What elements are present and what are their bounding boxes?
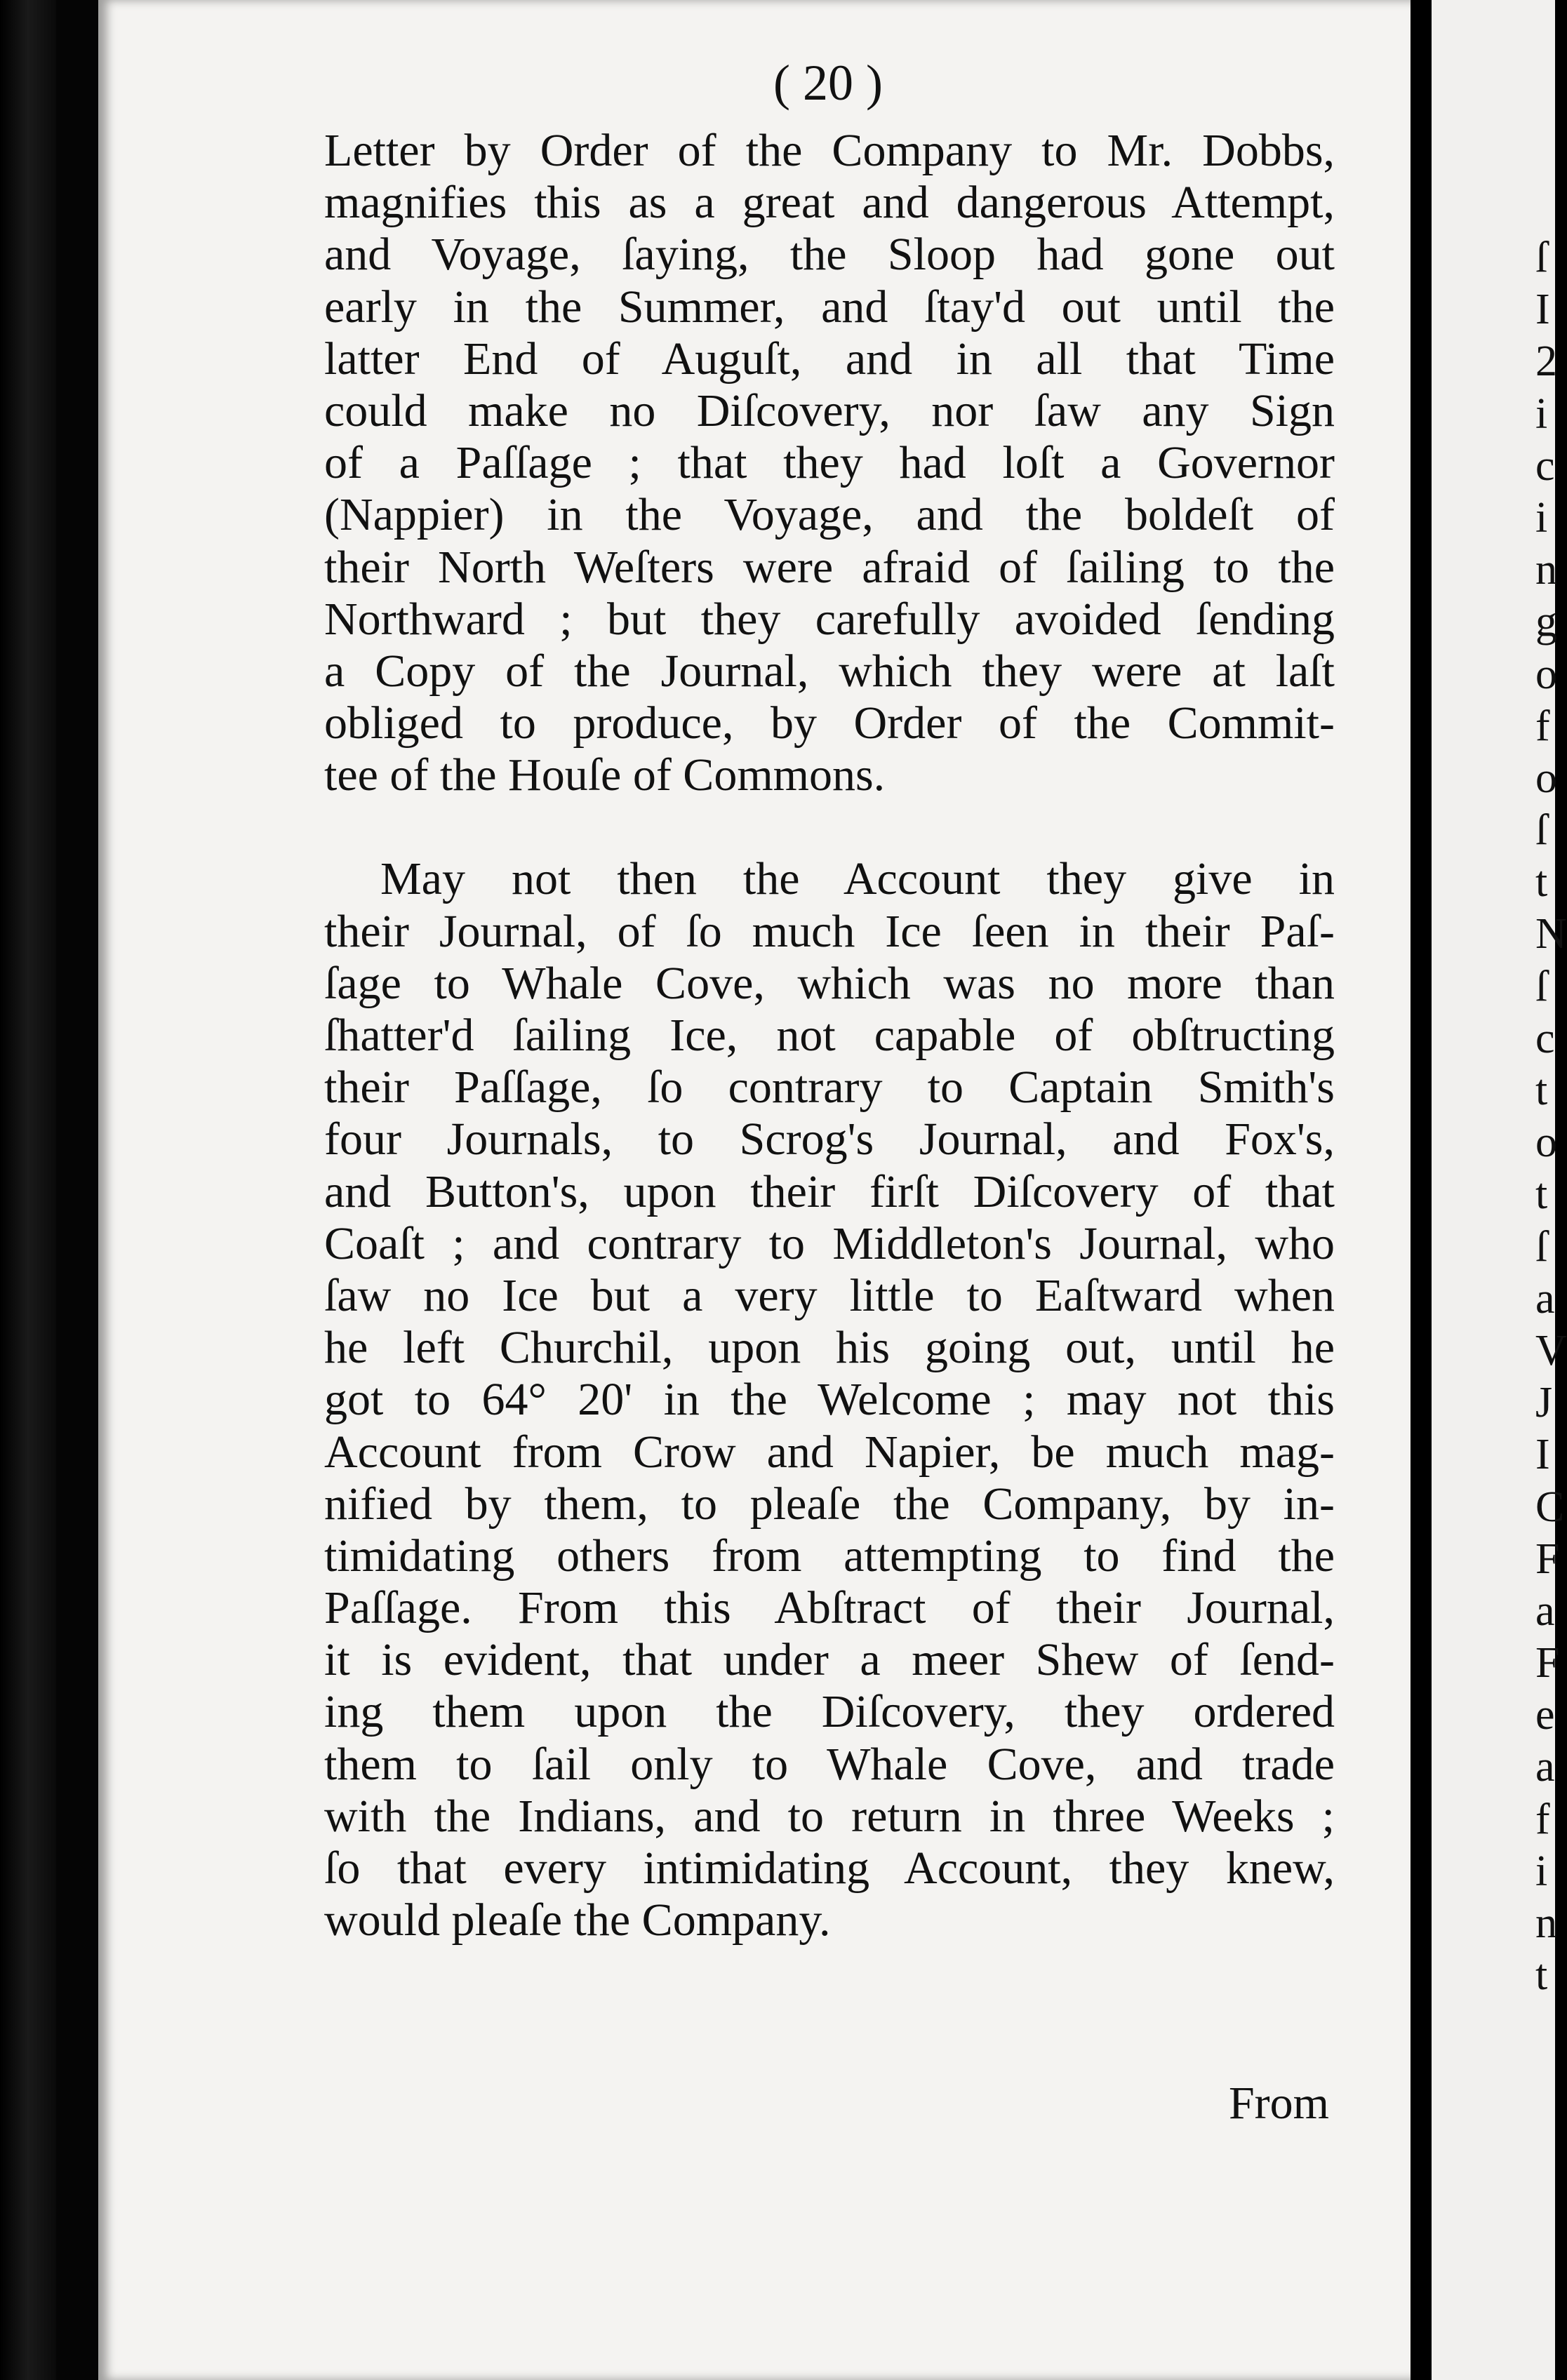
text-line: Paſſage. From this Abſtract of their Journal,	[324, 1582, 1335, 1634]
facing-fragment: t	[1535, 1067, 1548, 1114]
text-line: Account from Crow and Napier, be much mag-	[324, 1426, 1335, 1478]
facing-fragment: C	[1535, 1483, 1565, 1531]
text-line: Letter by Order of the Company to Mr. Dobbs,	[324, 125, 1335, 176]
catchword: From	[1228, 2078, 1329, 2129]
facing-fragment: t	[1535, 1170, 1548, 1219]
facing-fragment: F	[1535, 1639, 1560, 1687]
facing-fragment: ſ	[1535, 806, 1548, 855]
text-line: and Button's, upon their firſt Diſcovery of that	[324, 1165, 1335, 1217]
facing-fragment: I	[1535, 1431, 1550, 1479]
paragraph-2	[324, 853, 1335, 1946]
body-text	[324, 125, 1335, 1946]
facing-fragment: e	[1535, 1691, 1555, 1739]
facing-fragment: a	[1535, 1274, 1555, 1323]
text-line: them to ſail only to Whale Cove, and trade	[324, 1738, 1335, 1790]
text-line: their Paſſage, ſo contrary to Captain Smith's	[324, 1062, 1335, 1114]
text-line: could make no Diſcovery, nor ſaw any Sign	[324, 385, 1335, 436]
text-line: early in the Summer, and ſtay'd out until the	[324, 281, 1335, 333]
page-gutter	[1411, 0, 1432, 2380]
facing-fragment: a	[1535, 1586, 1555, 1635]
text-line: Northward ; but they carefully avoided ſending	[324, 593, 1335, 645]
facing-fragment: g	[1535, 598, 1557, 646]
facing-fragment: ſ	[1535, 1222, 1548, 1271]
text-line: ſaw no Ice but a very little to Eaſtward when	[324, 1269, 1335, 1321]
text-line: magnifies this as a great and dangerous Attempt,	[324, 177, 1335, 229]
facing-fragment: o	[1535, 650, 1557, 698]
book-binding-edge	[0, 0, 56, 2380]
text-line: Coaſt ; and contrary to Middleton's Journal, who	[324, 1217, 1335, 1269]
text-line: latter End of Auguſt, and in all that Time	[324, 333, 1335, 385]
facing-fragment: f	[1535, 1795, 1550, 1843]
facing-fragment: i	[1535, 389, 1548, 438]
facing-fragment: V	[1535, 1326, 1567, 1375]
text-line: timidating others from attempting to find the	[324, 1530, 1335, 1582]
facing-fragment: t	[1535, 858, 1548, 907]
text-line: May not then the Account they give in	[380, 853, 1335, 905]
facing-fragment: ſ	[1535, 234, 1548, 281]
text-line: ſo that every intimidating Account, they knew,	[324, 1843, 1335, 1894]
text-line: ſhatter'd ſailing Ice, not capable of obſtructing	[324, 1010, 1335, 1061]
text-line: their Journal, of ſo much Ice ſeen in their Paſ-	[324, 905, 1335, 957]
facing-fragment: J	[1535, 1379, 1553, 1427]
text-line: ing them upon the Diſcovery, they ordered	[324, 1686, 1335, 1738]
text-line: it is evident, that under a meer Shew of ſend-	[324, 1634, 1335, 1686]
page-number: ( 20 )	[773, 55, 883, 111]
paragraph-1	[324, 125, 1335, 801]
text-line: (Nappier) in the Voyage, and the boldeſt of	[324, 489, 1335, 541]
facing-fragment: a	[1535, 1743, 1555, 1791]
facing-fragment: F	[1535, 1535, 1560, 1583]
text-line: nified by them, to pleaſe the Company, by in-	[324, 1478, 1335, 1530]
text-line: got to 64° 20' in the Welcome ; may not this	[324, 1374, 1335, 1426]
text-line: of a Paſſage ; that they had loſt a Governor	[324, 437, 1335, 489]
text-line: and Voyage, ſaying, the Sloop had gone out	[324, 229, 1335, 281]
text-line: tee of the Houſe of Commons.	[324, 749, 886, 801]
facing-fragment: n	[1535, 1899, 1557, 1947]
facing-fragment: o	[1535, 1118, 1557, 1167]
facing-fragment: f	[1535, 702, 1550, 750]
facing-fragment: 2	[1535, 337, 1557, 386]
text-line: would pleaſe the Company.	[324, 1894, 831, 1946]
facing-fragment: c	[1535, 441, 1555, 490]
text-line: with the Indians, and to return in three Weeks ;	[324, 1790, 1335, 1842]
facing-fragment: i	[1535, 1847, 1548, 1895]
text-line: he left Churchil, upon his going out, until he	[324, 1322, 1335, 1374]
facing-fragment: n	[1535, 546, 1557, 594]
facing-fragment: i	[1535, 493, 1548, 542]
facing-fragment: t	[1535, 1951, 1548, 2000]
text-line: obliged to produce, by Order of the Commit-	[324, 697, 1335, 749]
text-line: their North Weſters were afraid of ſailing to the	[324, 541, 1335, 593]
facing-fragment: I	[1535, 286, 1550, 334]
facing-fragment: o	[1535, 754, 1557, 802]
facing-page-fragments	[1535, 232, 1567, 2001]
facing-fragment: ſ	[1535, 962, 1548, 1010]
facing-fragment: c	[1535, 1014, 1555, 1062]
paragraph-gap	[324, 801, 1335, 853]
facing-fragment: N	[1535, 910, 1567, 958]
text-line: four Journals, to Scrog's Journal, and Fox's,	[324, 1114, 1335, 1165]
text-line: a Copy of the Journal, which they were at laſt	[324, 645, 1335, 697]
text-line: ſage to Whale Cove, which was no more than	[324, 957, 1335, 1009]
